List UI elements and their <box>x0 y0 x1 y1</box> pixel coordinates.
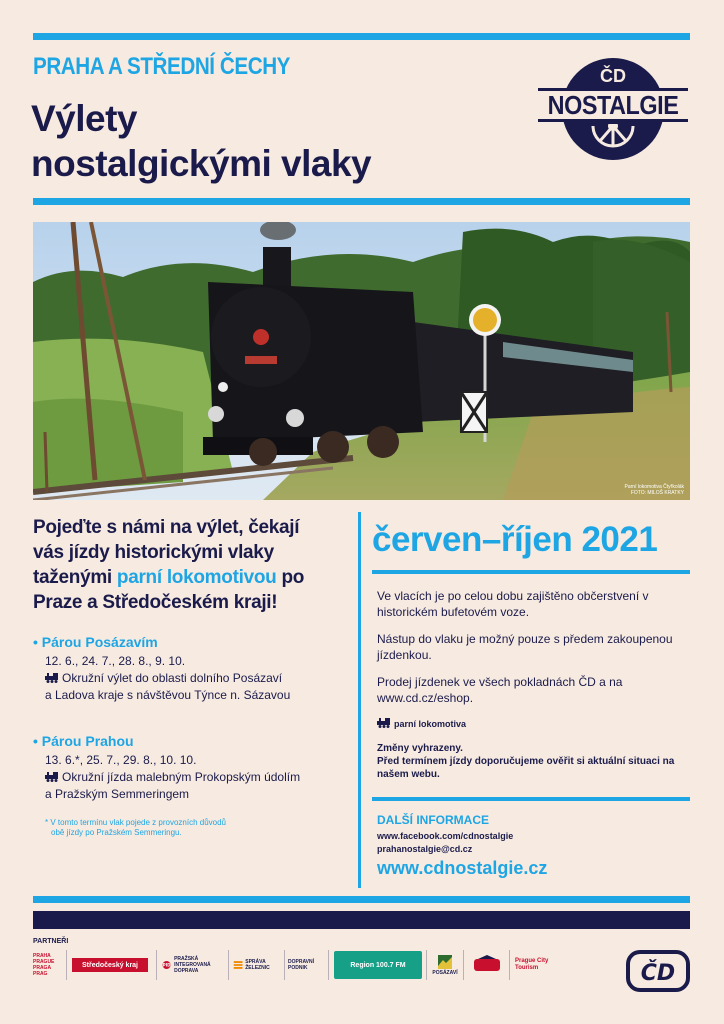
changes-note: Změny vyhrazeny. Před termínem jízdy doporučujeme ověřit si aktuální situaci na našem webu. <box>377 743 675 780</box>
trip-description: Okružní jízda malebným Prokopským údolím <box>62 770 301 784</box>
facebook-link[interactable]: www.facebook.com/cdnostalgie <box>377 831 514 841</box>
title-line-1: Výlety <box>31 98 138 139</box>
footnote: * V tomto termínu vlak pojede z provozních důvodů obě jízdy po Pražském Semmeringu. <box>45 818 226 837</box>
wheel-icon <box>588 124 638 152</box>
trip-description-2: a Ladova kraje s návštěvou Týnce n. Sázavou <box>45 688 291 702</box>
steam-locomotive-icon <box>377 718 391 728</box>
region-heading: PRAHA A STŘEDNÍ ČECHY <box>33 53 291 80</box>
partner-dp-logo: DOPRAVNÍ PODNIK <box>288 959 315 971</box>
legend-label: parní lokomotiva <box>394 719 467 729</box>
posazavi-icon <box>437 954 453 970</box>
info-refreshments: Ve vlacích je po celou dobu zajištěno občerstvení v historickém bufetovém voze. <box>377 589 649 619</box>
top-rule <box>33 33 690 40</box>
lead-highlight: parní lokomotivou <box>116 567 277 588</box>
logo-name-text: NOSTALGIE <box>547 90 679 120</box>
column-divider <box>358 512 361 888</box>
partner-regional-badge-logo <box>469 951 505 979</box>
partner-region-radio-logo: Region 100.7 FM <box>334 951 422 979</box>
title-line-2: nostalgickými vlaky <box>31 143 372 184</box>
partners-label: PARTNEŘI <box>33 938 69 945</box>
partner-stredocesky-kraj-logo: Středočeský kraj <box>72 958 148 972</box>
season-rule <box>372 570 690 574</box>
page-title <box>31 96 371 186</box>
bottom-band <box>33 911 690 929</box>
info-rule <box>372 797 690 801</box>
trip-title: • Párou Prahou <box>33 733 134 749</box>
bottom-rule <box>33 896 690 903</box>
svg-text:ČD: ČD <box>640 961 676 986</box>
trip-description: Okružní výlet do oblasti dolního Posázaví <box>62 671 283 685</box>
steam-locomotive-icon <box>45 772 59 782</box>
legend <box>377 718 466 729</box>
trip-title: • Párou Posázavím <box>33 634 158 650</box>
info-tickets: Prodej jízdenek ve všech pokladnách ČD a na www.cd.cz/eshop. <box>377 675 623 705</box>
lead-paragraph: Pojeďte s námi na výlet, čekají vás jízdy historickými vlaky taženými parní lokomotivou po Praze a Středočeském kraji! <box>33 517 305 613</box>
trip-dates: 13. 6.*, 25. 7., 29. 8., 10. 10. <box>45 753 197 767</box>
photo-credit: Parní lokomotiva Čtyřkolák FOTO: MILOŠ KRATKY <box>624 484 684 496</box>
website-link[interactable]: www.cdnostalgie.cz <box>377 858 548 878</box>
season-heading: červen–říjen 2021 <box>372 520 658 559</box>
steam-locomotive-illustration <box>33 222 690 500</box>
logo-cd-text: ČD <box>600 66 626 86</box>
cd-logo-icon <box>626 950 690 992</box>
steam-locomotive-icon <box>45 673 59 683</box>
partner-prague-city-tourism-logo: Prague City Tourism <box>515 958 549 971</box>
header-rule <box>33 198 690 205</box>
info-boarding: Nástup do vlaku je možný pouze s předem zakoupenou jízdenkou. <box>377 632 673 662</box>
trip-description-2: a Pražským Semmeringem <box>45 787 190 801</box>
pid-icon <box>162 957 171 973</box>
trip-posazavi <box>33 634 333 704</box>
partner-sprava-zeleznic-logo: SPRÁVA ŽELEZNIC <box>233 951 279 979</box>
cd-nostalgie-logo <box>538 58 688 162</box>
szd-icon <box>233 958 243 972</box>
partner-posazavi-logo: POSÁZAVÍ <box>431 951 459 979</box>
partner-praha-logo: PRAHA PRAGUE PRAGA PRAG <box>33 953 55 977</box>
partner-pid-logo: PID PRAŽSKÁ INTEGROVANÁ DOPRAVA <box>162 956 211 974</box>
trip-dates: 12. 6., 24. 7., 28. 8., 9. 10. <box>45 654 186 668</box>
badge-icon <box>472 955 502 975</box>
svg-text:PID: PID <box>162 962 171 968</box>
trip-prahou <box>33 733 333 803</box>
steam-train-photo <box>33 222 690 500</box>
email-link[interactable]: prahanostalgie@cd.cz <box>377 844 473 854</box>
more-info-title: DALŠÍ INFORMACE <box>377 813 489 827</box>
